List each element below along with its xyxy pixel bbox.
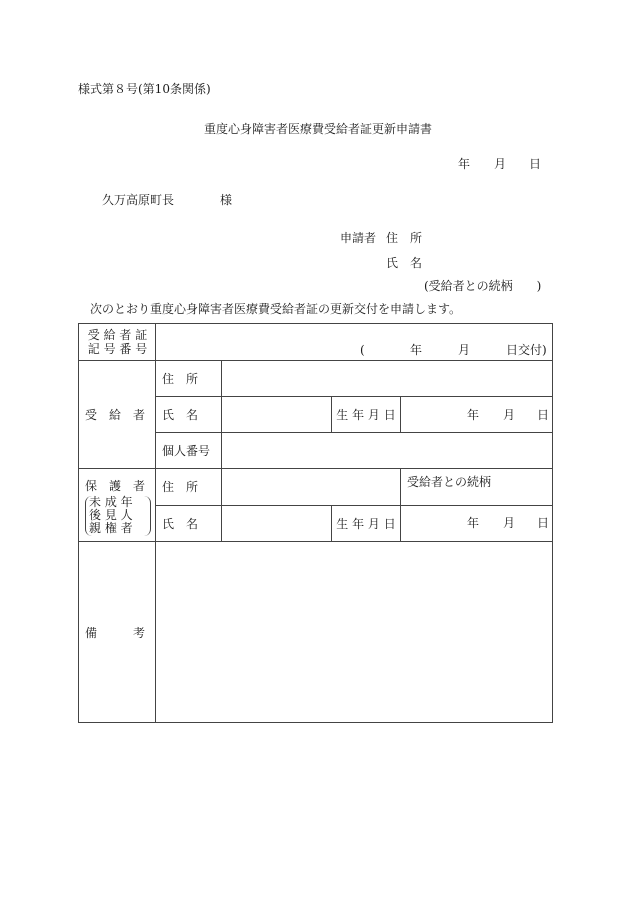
cert-number-field[interactable]: [156, 324, 553, 361]
date-month-label: 月: [494, 157, 507, 171]
guardian-relation-cell[interactable]: [401, 469, 553, 506]
remarks-label-cell: [79, 542, 156, 723]
guardian-address-field[interactable]: [222, 469, 401, 506]
guardian-type-minor: 未 成 年: [89, 495, 133, 509]
guardian-type-parental-authority: 親 権 者: [89, 521, 133, 535]
birth-year-label: 年: [467, 407, 480, 422]
issue-year-label: 年: [410, 343, 423, 357]
remarks-field[interactable]: [156, 542, 553, 723]
recipient-label-cell: [79, 361, 156, 469]
recipient-birthdate-label-cell: 生 年 月 日: [332, 397, 401, 433]
guardian-label: 保 護 者: [85, 479, 146, 493]
issue-open-paren: (: [360, 343, 365, 357]
recipient-birthdate-field[interactable]: [401, 397, 553, 433]
applicant-address-label: 住 所: [386, 231, 423, 245]
guardian-name-field[interactable]: [222, 505, 332, 542]
addressee-name: 久万高原町長: [102, 193, 175, 207]
cert-label-line1: 受 給 者 証: [87, 328, 148, 342]
guardian-birthdate-field[interactable]: [401, 505, 553, 542]
date-year-label: 年: [458, 157, 471, 171]
guardian-birth-day-label: 日: [537, 516, 550, 531]
birth-month-label: 月: [503, 407, 516, 422]
birth-day-label: 日: [537, 407, 550, 422]
issue-month-label: 月: [458, 343, 471, 357]
guardian-type-guardian: 後 見 人: [89, 508, 133, 522]
guardian-label-cell: [79, 469, 156, 542]
recipient-name-field[interactable]: [222, 397, 332, 433]
page-title: 重度心身障害者医療費受給者証更新申請書: [204, 122, 433, 136]
applicant-label: 申請者: [340, 231, 377, 245]
date-day-label: 日: [529, 157, 542, 171]
recipient-address-label-cell: 住 所: [156, 361, 222, 397]
recipient-name-label-cell: 氏 名: [156, 397, 222, 433]
application-form-table: [78, 323, 553, 723]
cert-label-line2: 記 号 番 号: [87, 342, 148, 356]
addressee-honorific: 様: [220, 193, 233, 207]
guardian-birth-year-label: 年: [467, 516, 480, 531]
form-number: 様式第８号(第10条関係): [78, 82, 211, 96]
guardian-birth-month-label: 月: [503, 516, 516, 531]
recipient-address-field[interactable]: [222, 361, 553, 397]
guardian-type-bracket: [85, 496, 151, 536]
relation-to-recipient-label: 受給者との続柄: [407, 475, 492, 489]
individual-number-label-cell: 個人番号: [156, 433, 222, 469]
cert-number-label-cell: [79, 324, 156, 361]
applicant-relation-label: (受給者との続柄 ): [424, 279, 542, 293]
applicant-name-label: 氏 名: [386, 256, 423, 270]
issue-day-label: 日交付): [506, 343, 547, 357]
application-statement: 次のとおり重度心身障害者医療費受給者証の更新交付を申請します。: [90, 302, 462, 316]
recipient-label: 受 給 者: [85, 408, 146, 422]
remarks-label: 備 考: [85, 625, 146, 640]
guardian-address-label-cell: 住 所: [156, 469, 222, 506]
guardian-birthdate-label-cell: 生 年 月 日: [332, 505, 401, 542]
individual-number-field[interactable]: [222, 433, 553, 469]
guardian-name-label-cell: 氏 名: [156, 505, 222, 542]
